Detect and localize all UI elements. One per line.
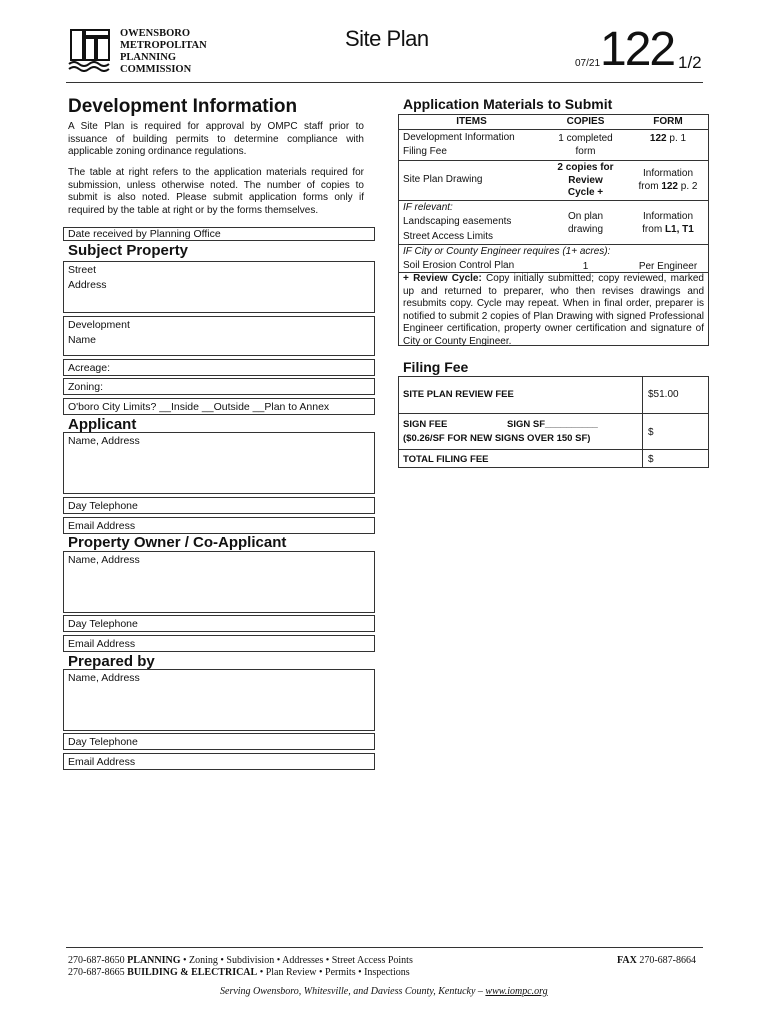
applicant-name-address-field[interactable]: Name, Address xyxy=(63,432,375,494)
r3-form: Information from L1, T1 xyxy=(642,211,694,235)
r4-form: Per Engineer xyxy=(638,261,698,272)
development-info-heading: Development Information xyxy=(68,96,298,117)
item-soil-erosion: Soil Erosion Control Plan xyxy=(403,260,515,271)
item-development-info: Development Information xyxy=(403,132,515,143)
r2-copies: 2 copies for Review Cycle + xyxy=(557,162,614,198)
r3-copies: On plan drawing xyxy=(567,211,604,235)
org-name: OWENSBORO METROPOLITAN PLANNING COMMISSION xyxy=(120,28,207,75)
materials-table xyxy=(398,114,709,346)
applicant-email-field[interactable]: Email Address xyxy=(63,517,375,534)
applicant-heading: Applicant xyxy=(68,416,137,433)
filing-fee-table xyxy=(398,376,709,468)
development-name-field[interactable]: Development Name xyxy=(63,316,375,356)
col-form-header: FORM xyxy=(653,116,683,127)
materials-heading: Application Materials to Submit xyxy=(403,96,613,112)
intro-paragraph-2: The table at right refers to the application materials required for submission, unless otherwise noted. The number of copies to submit is also noted. Please submit application forms only if required by the table at right or by the forms themselves. xyxy=(68,167,364,216)
site-plan-fee-label: SITE PLAN REVIEW FEE xyxy=(403,389,514,400)
review-cycle-note: + Review Cycle: Copy initially submitted; copy reviewed, marked up and returned to preparer, who then revises drawings and resubmits copy. Cycle may repeat. When in final order, preparer is notified to submit 2 copies of Plan Drawing with signed Professional Engineer certification, property owner certification and signature of City or County Engineer. xyxy=(403,273,704,347)
ompc-logo xyxy=(68,28,112,72)
r1-copies: 1 completed form xyxy=(558,133,613,157)
if-relevant-label: IF relevant: xyxy=(403,202,453,213)
site-plan-fee-amount: $51.00 xyxy=(648,389,679,400)
sign-rate-note: ($0.26/SF FOR NEW SIGNS OVER 150 SF) xyxy=(403,433,591,444)
website-link[interactable]: www.iompc.org xyxy=(485,986,548,997)
page-number: 1/2 xyxy=(678,53,702,72)
applicant-day-telephone-field[interactable]: Day Telephone xyxy=(63,497,375,514)
total-fee-label: TOTAL FILING FEE xyxy=(403,454,489,465)
filing-fee-heading: Filing Fee xyxy=(403,359,469,375)
col-copies-header: COPIES xyxy=(566,116,605,127)
footer-serving-line: Serving Owensboro, Whitesville, and Daviess County, Kentucky – www.iompc.org xyxy=(220,986,548,997)
footer-building-line: 270-687-8665 BUILDING & ELECTRICAL • Plan Review • Permits • Inspections xyxy=(68,967,410,978)
acreage-field[interactable]: Acreage: xyxy=(63,359,375,376)
owner-email-field[interactable]: Email Address xyxy=(63,635,375,652)
item-street-access: Street Access Limits xyxy=(403,231,494,242)
footer-planning-line: 270-687-8650 PLANNING • Zoning • Subdivision • Addresses • Street Access Points xyxy=(68,955,413,966)
form-date: 07/21 xyxy=(575,58,601,69)
footer-fax: FAX 270-687-8664 xyxy=(617,955,696,966)
col-items-header: ITEMS xyxy=(456,116,487,127)
preparer-name-address-field[interactable]: Name, Address xyxy=(63,669,375,731)
item-filing-fee: Filing Fee xyxy=(403,146,447,157)
city-limits-field[interactable]: O'boro City Limits? __Inside __Outside __Plan to Annex xyxy=(63,398,375,415)
zoning-field[interactable]: Zoning: xyxy=(63,378,375,395)
preparer-day-telephone-field[interactable]: Day Telephone xyxy=(63,733,375,750)
if-engineer-label: IF City or County Engineer requires (1+ acres): xyxy=(403,246,611,257)
subject-property-heading: Subject Property xyxy=(68,242,189,259)
form-title: Site Plan xyxy=(345,26,429,51)
r1-form: 122 p. 1 xyxy=(649,133,687,144)
intro-paragraph-1: A Site Plan is required for approval by OMPC staff prior to issuance of building permits to determine compliance with applicable zoning ordinance regulations. xyxy=(68,121,364,157)
item-landscaping: Landscaping easements xyxy=(403,216,512,227)
prepared-by-heading: Prepared by xyxy=(68,653,155,670)
r2-form: Information from 122 p. 2 xyxy=(638,168,698,192)
header-rule xyxy=(66,82,703,83)
date-received-field[interactable]: Date received by Planning Office xyxy=(63,227,375,241)
r4-copies: 1 xyxy=(582,261,589,272)
form-number: 122 xyxy=(600,23,675,76)
preparer-email-field[interactable]: Email Address xyxy=(63,753,375,770)
street-address-field[interactable]: Street Address xyxy=(63,261,375,313)
item-site-plan-drawing: Site Plan Drawing xyxy=(403,174,483,185)
property-owner-heading: Property Owner / Co-Applicant xyxy=(68,534,287,551)
owner-day-telephone-field[interactable]: Day Telephone xyxy=(63,615,375,632)
sign-sf-field[interactable]: SIGN SF__________ xyxy=(507,419,598,430)
sign-fee-amount[interactable]: $ xyxy=(648,427,654,438)
footer-rule xyxy=(66,947,703,948)
sign-fee-label: SIGN FEE xyxy=(403,419,448,430)
owner-name-address-field[interactable]: Name, Address xyxy=(63,551,375,613)
total-fee-amount[interactable]: $ xyxy=(648,454,654,465)
